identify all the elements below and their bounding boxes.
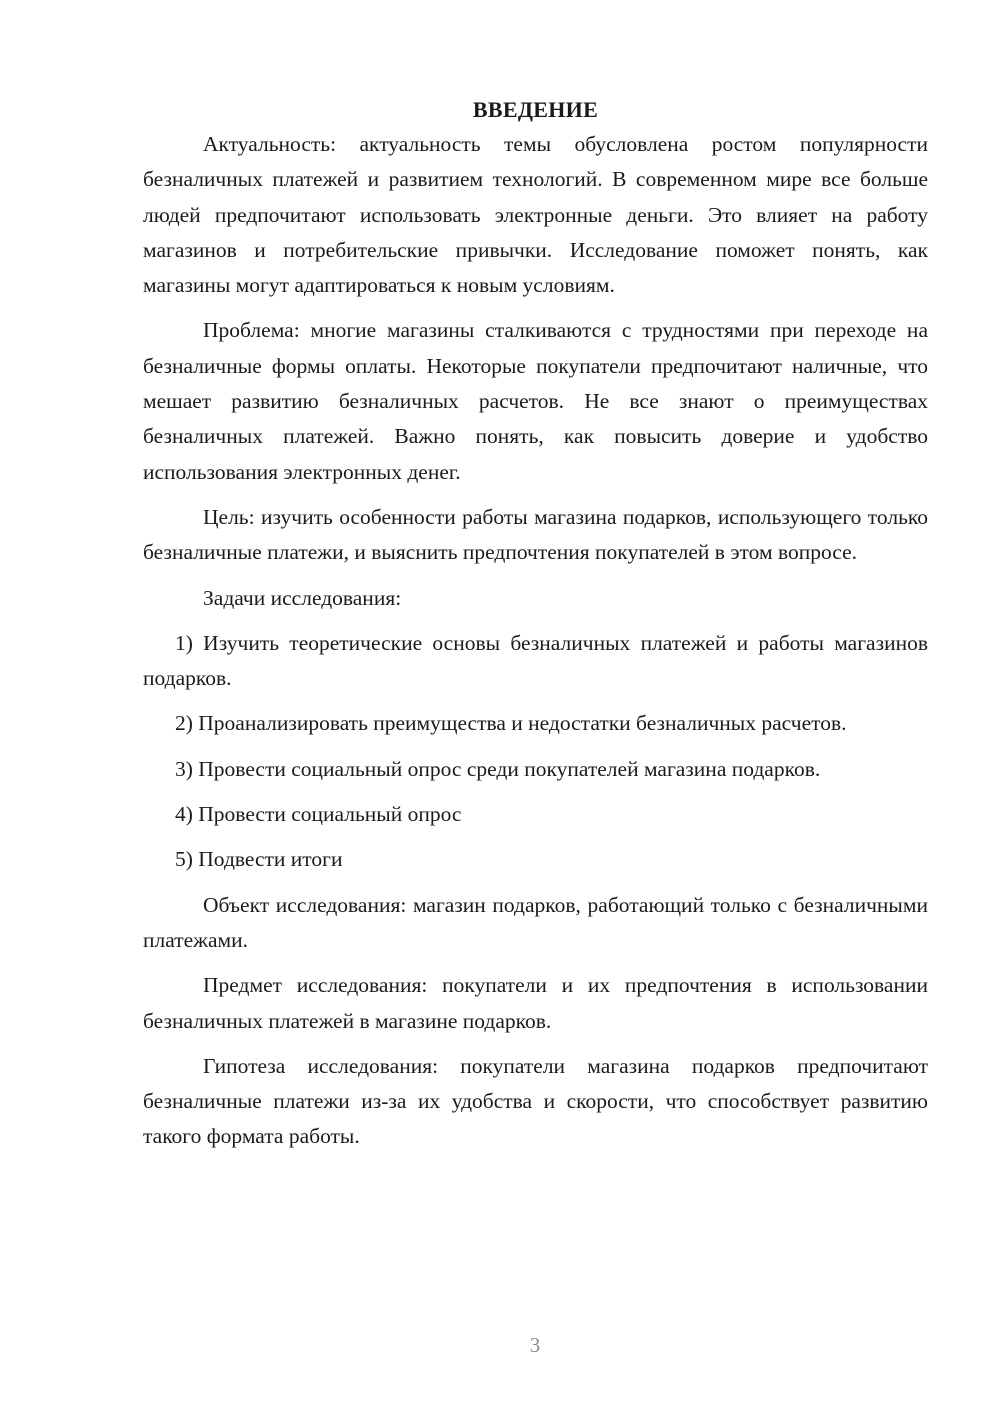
problem-paragraph: Проблема: многие магазины сталкиваются с трудностями при переходе на безналичные формы оплаты. Некоторые покупатели предпочитают наличные, что мешает развитию безналичных расчетов. Не все знают о преимуществах безналичных платежей. Важно понять, как повысить доверие и удобство использования электронных денег. (143, 318, 928, 484)
task-item-5: 5) Подвести итоги (175, 847, 343, 872)
task-item-1: 1) Изучить теоретические основы безналичных платежей и работы магазинов подарков. (143, 630, 928, 691)
relevance-paragraph: Актуальность: актуальность темы обусловлена ростом популярности безналичных платежей и развитием технологий. В современном мире все больше людей предпочитают использовать электронные деньги. Это влияет на работу магазинов и потребительские привычки. Исследование поможет понять, как магазины могут адаптироваться к новым условиям. (143, 132, 928, 298)
task-item-3: 3) Провести социальный опрос среди покупателей магазина подарков. (175, 756, 821, 781)
hypothesis-paragraph: Гипотеза исследования: покупатели магазина подарков предпочитают безналичные платежи из-за их удобства и скорости, что способствует развитию такого формата работы. (143, 1053, 928, 1149)
document-page (143, 92, 928, 1165)
page-number: 3 (529, 1333, 541, 1357)
tasks-heading: Задачи исследования: (203, 585, 402, 610)
subject-paragraph: Предмет исследования: покупатели и их предпочтения в использовании безналичных платежей в магазине подарков. (143, 973, 928, 1033)
page-title: ВВЕДЕНИЕ (472, 97, 599, 122)
task-item-4: 4) Провести социальный опрос (175, 802, 462, 827)
goal-paragraph: Цель: изучить особенности работы магазина подарков, использующего только безналичные платежи, и выяснить предпочтения покупателей в этом вопросе. (143, 504, 928, 565)
task-item-2: 2) Проанализировать преимущества и недостатки безналичных расчетов. (175, 711, 847, 736)
object-paragraph: Объект исследования: магазин подарков, работающий только с безналичными платежами. (143, 892, 928, 952)
